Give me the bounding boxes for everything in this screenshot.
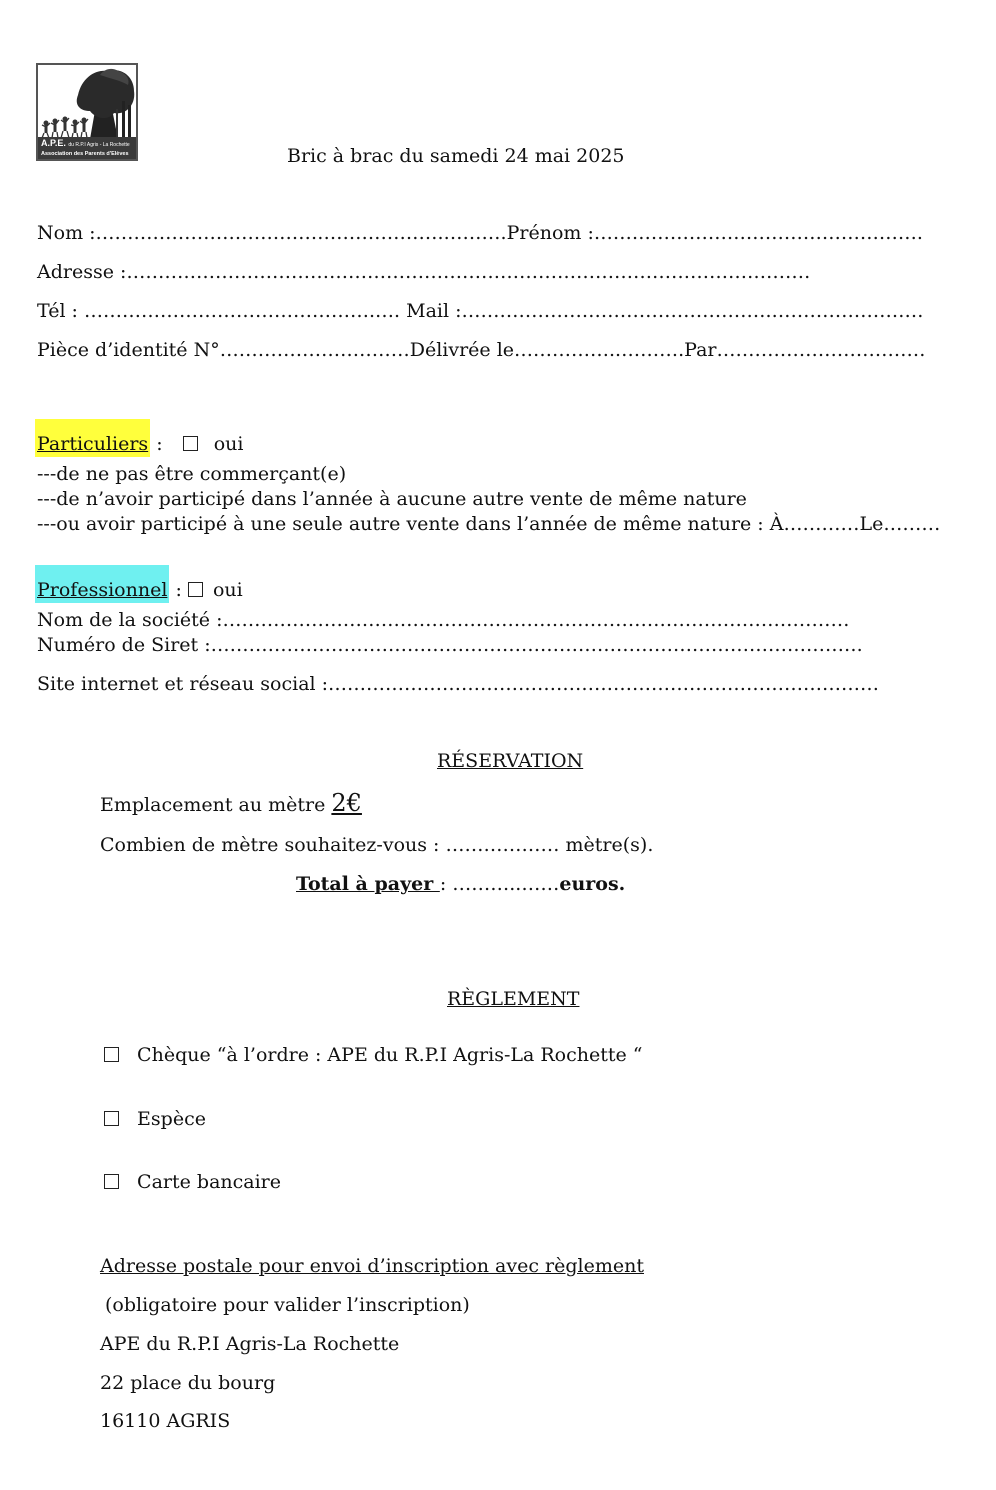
logo-caption: A.P.E. du R.P.I Agris - La Rochette Association des Parents d'Elèves <box>38 137 136 159</box>
particuliers-oui-label: oui <box>213 433 244 455</box>
adresse-line-3: 16110 AGRIS <box>100 1410 231 1432</box>
particuliers-label: Particuliers <box>35 419 150 457</box>
mail-field[interactable]: Mail :………………………………………….…………………… <box>406 300 924 322</box>
reservation-heading: RÉSERVATION <box>437 750 584 772</box>
carte-checkbox[interactable] <box>104 1174 119 1189</box>
nom-field[interactable]: Nom :……………………………………………….……….Prénom :……………………………………………. <box>37 222 923 244</box>
adresse-field[interactable]: Adresse :……………………………………………………………………………………………… <box>37 261 811 283</box>
combien-metres-field[interactable]: Combien de mètre souhaitez-vous : ……………… mètre(s). <box>100 834 654 856</box>
professionnel-row: Professionnel : oui <box>37 579 243 601</box>
total-row[interactable]: Total à payer : ………..……euros. <box>296 873 626 895</box>
tel-field[interactable]: Tél : ……………………………………….…. Mail :………………………………………….…………………… <box>37 300 924 322</box>
delivree-field[interactable]: Délivrée le……………..………. <box>409 339 685 361</box>
professionnel-oui-checkbox[interactable] <box>188 582 203 597</box>
emplacement-price: 2€ <box>331 789 362 817</box>
particuliers-row: Particuliers : oui <box>37 433 243 455</box>
professionnel-label: Professionnel <box>35 565 169 603</box>
siret-field[interactable]: Numéro de Siret :…………………………………………………………………………………………. <box>37 634 863 656</box>
particuliers-condition-3[interactable]: ---ou avoir participé à une seule autre vente dans l’année de même nature : À…………Le……… <box>37 513 941 535</box>
cheque-checkbox[interactable] <box>104 1047 119 1062</box>
prenom-field[interactable]: Prénom :……………………………………………. <box>506 222 923 244</box>
ape-logo <box>36 63 138 161</box>
societe-field[interactable]: Nom de la société :……………………………………………………………………………………… <box>37 609 850 631</box>
adresse-line-2: 22 place du bourg <box>100 1372 276 1394</box>
total-label: Total à payer <box>296 873 440 895</box>
particuliers-condition-2: ---de n’avoir participé dans l’année à aucune autre vente de même nature <box>37 488 747 510</box>
payment-option-carte[interactable]: Carte bancaire <box>104 1171 281 1193</box>
emplacement-row: Emplacement au mètre 2€ <box>100 789 362 817</box>
site-internet-field[interactable]: Site internet et réseau social :…………………………………………………………………………… <box>37 673 880 695</box>
par-field[interactable]: Par…………………………… <box>684 339 926 361</box>
payment-option-cheque[interactable]: Chèque “à l’ordre : APE du R.P.I Agris-La Rochette “ <box>104 1044 643 1066</box>
reglement-heading: RÈGLEMENT <box>447 988 580 1010</box>
professionnel-oui-label: oui <box>212 579 243 601</box>
adresse-postale-heading: Adresse postale pour envoi d’inscription avec règlement <box>100 1255 644 1277</box>
document-title: Bric à brac du samedi 24 mai 2025 <box>287 145 625 167</box>
tree-children-icon <box>38 65 136 139</box>
particuliers-condition-1: ---de ne pas être commerçant(e) <box>37 463 347 485</box>
piece-identite-field[interactable]: Pièce d’identité N°…………………………Délivrée le……………..……….Par…………………………… <box>37 339 926 361</box>
payment-option-espece[interactable]: Espèce <box>104 1108 206 1130</box>
adresse-line-1: APE du R.P.I Agris-La Rochette <box>100 1333 400 1355</box>
adresse-postale-note: (obligatoire pour valider l’inscription) <box>105 1294 470 1316</box>
espece-checkbox[interactable] <box>104 1111 119 1126</box>
particuliers-oui-checkbox[interactable] <box>183 436 198 451</box>
